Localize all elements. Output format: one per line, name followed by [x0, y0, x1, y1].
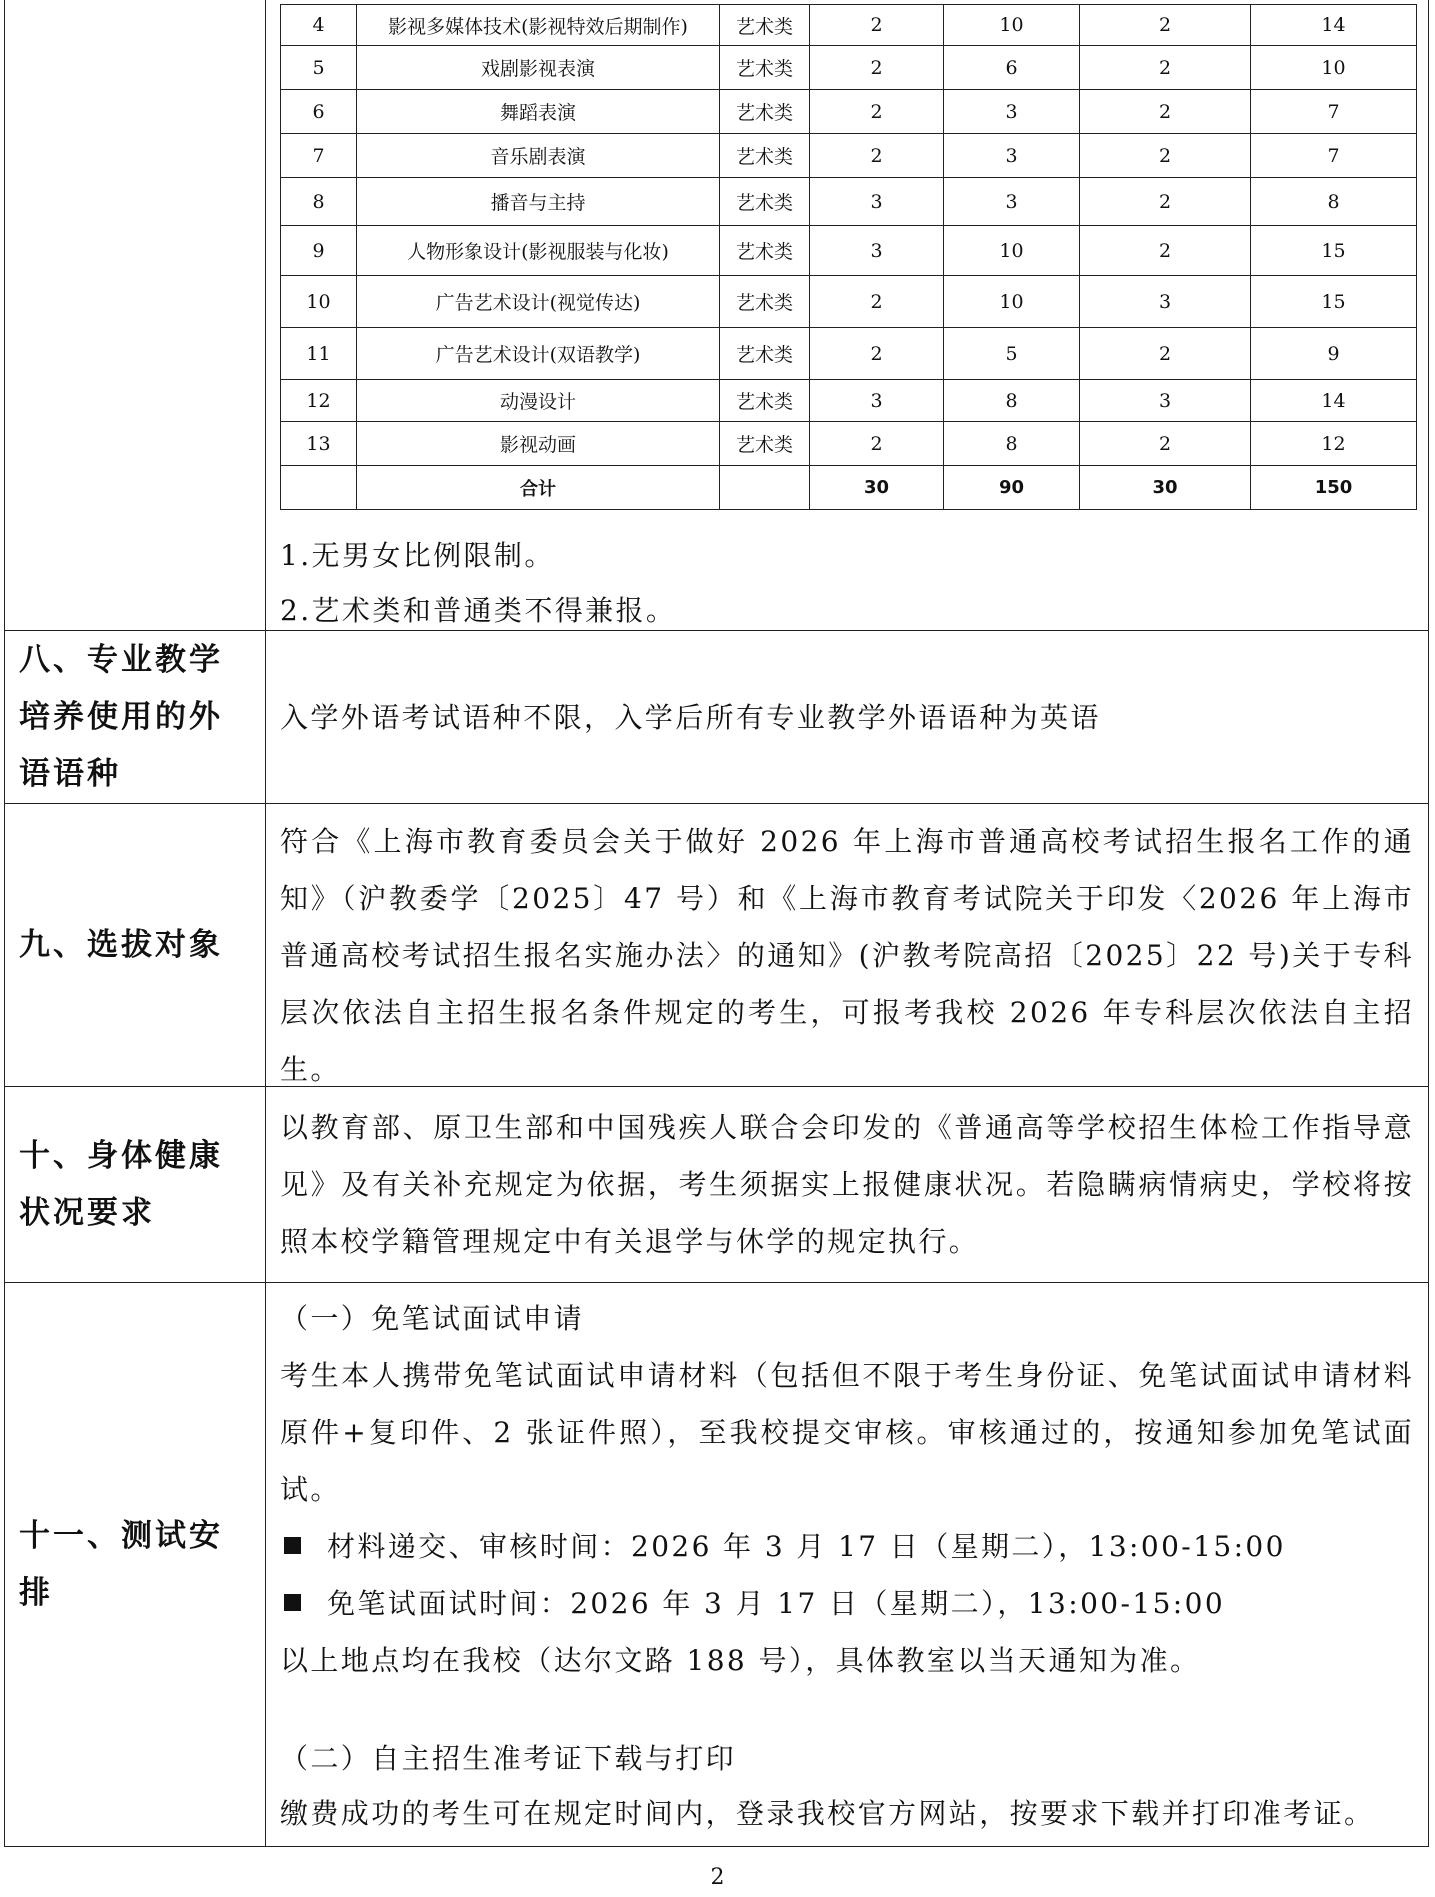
bullet-2-text: 免笔试面试时间：2026 年 3 月 17 日（星期二），13:00-15:00 [327, 1587, 1226, 1620]
cell-no: 9 [281, 226, 357, 276]
sub2-heading: （二）自主招生准考证下载与打印 [280, 1742, 737, 1775]
cell-category: 艺术类 [720, 226, 810, 276]
section-10-content-cell [266, 1087, 1428, 1282]
cell-major: 广告艺术设计(视觉传达) [357, 276, 720, 328]
location-text: 以上地点均在我校（达尔文路 188 号），具体教室以当天通知为准。 [280, 1644, 1201, 1677]
bullet-1 [280, 1518, 1414, 1575]
cell-c3: 2 [1080, 328, 1251, 380]
cell-category: 艺术类 [720, 276, 810, 328]
cell-c1: 2 [810, 90, 944, 134]
bullet-2 [280, 1575, 1414, 1632]
cell-c3: 2 [1080, 178, 1251, 226]
cell-c2: 3 [944, 178, 1080, 226]
cell-category: 艺术类 [720, 380, 810, 422]
cell-major: 舞蹈表演 [357, 90, 720, 134]
table-row [281, 276, 1417, 328]
square-bullet-icon [284, 1537, 301, 1554]
cell-no: 13 [281, 422, 357, 466]
cell-c3: 3 [1080, 276, 1251, 328]
cell-total-c1: 30 [810, 466, 944, 510]
section-11-content-cell [266, 1283, 1428, 1846]
cell-category: 艺术类 [720, 46, 810, 90]
cell-empty [720, 466, 810, 510]
cell-c3: 2 [1080, 46, 1251, 90]
table-row [281, 178, 1417, 226]
cell-c2: 8 [944, 422, 1080, 466]
section-8-title: 八、专业教学培养使用的外语语种 [19, 641, 223, 792]
cell-c4: 7 [1251, 134, 1417, 178]
cell-c2: 6 [944, 46, 1080, 90]
cell-c3: 3 [1080, 380, 1251, 422]
enrollment-table [280, 4, 1417, 510]
cell-c4: 9 [1251, 328, 1417, 380]
cell-c2: 5 [944, 328, 1080, 380]
cell-c4: 8 [1251, 178, 1417, 226]
note-1: 1.无男女比例限制。 [280, 539, 555, 572]
cell-c4: 10 [1251, 46, 1417, 90]
table-row [281, 422, 1417, 466]
section-9-content-cell [266, 804, 1428, 1086]
table-row [281, 46, 1417, 90]
section-11-row [5, 1282, 1428, 1846]
cell-c2: 10 [944, 226, 1080, 276]
section-8-label-cell [5, 631, 266, 803]
table-row [281, 328, 1417, 380]
cell-no: 10 [281, 276, 357, 328]
section-8-content-cell [266, 631, 1428, 803]
cell-c3: 2 [1080, 5, 1251, 46]
cell-major: 影视多媒体技术(影视特效后期制作) [357, 5, 720, 46]
sub1-text: 考生本人携带免笔试面试申请材料（包括但不限于考生身份证、免笔试面试申请材料原件+复印件、2 张证件照），至我校提交审核。审核通过的，按通知参加免笔试面试。 [280, 1359, 1414, 1506]
cell-total-c2: 90 [944, 466, 1080, 510]
cell-no: 5 [281, 46, 357, 90]
table-row [281, 380, 1417, 422]
cell-c4: 7 [1251, 90, 1417, 134]
sub1-heading: （一）免笔试面试申请 [280, 1302, 585, 1335]
cell-c4: 15 [1251, 226, 1417, 276]
cell-category: 艺术类 [720, 90, 810, 134]
cell-category: 艺术类 [720, 422, 810, 466]
note-2: 2.艺术类和普通类不得兼报。 [280, 594, 677, 627]
cell-major: 广告艺术设计(双语教学) [357, 328, 720, 380]
section-8-content: 入学外语考试语种不限，入学后所有专业教学外语语种为英语 [280, 700, 1101, 734]
section-9-content: 符合《上海市教育委员会关于做好 2026 年上海市普通高校考试招生报名工作的通知》（沪教委学〔2025〕47 号）和《上海市教育考试院关于印发〈2026 年上海市普通高校考试招生报名实施办法〉的通知》(沪教考院高招〔2025〕22 号)关于专科层次依法自主招生报名条件规定的考生，可报考我校 2026 年专科层次依法自主招生。 [280, 825, 1414, 1086]
cell-c1: 2 [810, 46, 944, 90]
cell-c4: 14 [1251, 5, 1417, 46]
left-empty-cell [5, 0, 266, 630]
cell-no: 7 [281, 134, 357, 178]
cell-c3: 2 [1080, 226, 1251, 276]
cell-c3: 2 [1080, 134, 1251, 178]
section-9-label-cell [5, 804, 266, 1086]
section-10-content: 以教育部、原卫生部和中国残疾人联合会印发的《普通高等学校招生体检工作指导意见》及有关补充规定为依据，考生须据实上报健康状况。若隐瞒病情病史，学校将按照本校学籍管理规定中有关退学与休学的规定执行。 [280, 1111, 1414, 1258]
cell-c1: 2 [810, 134, 944, 178]
cell-no: 6 [281, 90, 357, 134]
cell-major: 人物形象设计(影视服装与化妆) [357, 226, 720, 276]
table-row [281, 134, 1417, 178]
cell-c2: 3 [944, 134, 1080, 178]
cell-c1: 2 [810, 5, 944, 46]
enrollment-content [266, 0, 1428, 630]
section-10-label-cell [5, 1087, 266, 1282]
bullet-1-text: 材料递交、审核时间：2026 年 3 月 17 日（星期二），13:00-15:00 [327, 1530, 1286, 1563]
section-10-row [5, 1086, 1428, 1282]
cell-c2: 8 [944, 380, 1080, 422]
cell-c2: 10 [944, 5, 1080, 46]
cell-c2: 10 [944, 276, 1080, 328]
sub2-text: 缴费成功的考生可在规定时间内，登录我校官方网站，按要求下载并打印准考证。 [280, 1797, 1375, 1830]
table-total-row [281, 466, 1417, 510]
cell-no: 8 [281, 178, 357, 226]
section-8-row [5, 630, 1428, 803]
table-row [281, 5, 1417, 46]
cell-c1: 3 [810, 226, 944, 276]
cell-major: 音乐剧表演 [357, 134, 720, 178]
cell-no: 12 [281, 380, 357, 422]
cell-c1: 3 [810, 380, 944, 422]
cell-total-c4: 150 [1251, 466, 1417, 510]
cell-c4: 12 [1251, 422, 1417, 466]
section-10-title: 十、身体健康状况要求 [19, 1137, 223, 1231]
cell-major: 影视动画 [357, 422, 720, 466]
page-number: 2 [710, 1865, 725, 1890]
cell-total-c3: 30 [1080, 466, 1251, 510]
cell-total-label: 合计 [357, 466, 720, 510]
cell-major: 动漫设计 [357, 380, 720, 422]
cell-c1: 2 [810, 328, 944, 380]
cell-c2: 3 [944, 90, 1080, 134]
document-table [4, 0, 1429, 1847]
cell-category: 艺术类 [720, 134, 810, 178]
cell-c1: 2 [810, 422, 944, 466]
cell-no: 4 [281, 5, 357, 46]
cell-category: 艺术类 [720, 178, 810, 226]
cell-c4: 15 [1251, 276, 1417, 328]
cell-major: 播音与主持 [357, 178, 720, 226]
cell-major: 戏剧影视表演 [357, 46, 720, 90]
table-row [281, 90, 1417, 134]
cell-category: 艺术类 [720, 5, 810, 46]
section-9-row [5, 803, 1428, 1086]
square-bullet-icon [284, 1594, 301, 1611]
section-11-label-cell [5, 1283, 266, 1846]
cell-c4: 14 [1251, 380, 1417, 422]
cell-no: 11 [281, 328, 357, 380]
section-11-title: 十一、测试安排 [19, 1517, 223, 1611]
table-row [281, 226, 1417, 276]
section-9-title: 九、选拔对象 [19, 926, 223, 963]
cell-c3: 2 [1080, 422, 1251, 466]
cell-c1: 3 [810, 178, 944, 226]
cell-c3: 2 [1080, 90, 1251, 134]
cell-empty [281, 466, 357, 510]
cell-category: 艺术类 [720, 328, 810, 380]
enrollment-row [5, 0, 1428, 630]
cell-c1: 2 [810, 276, 944, 328]
